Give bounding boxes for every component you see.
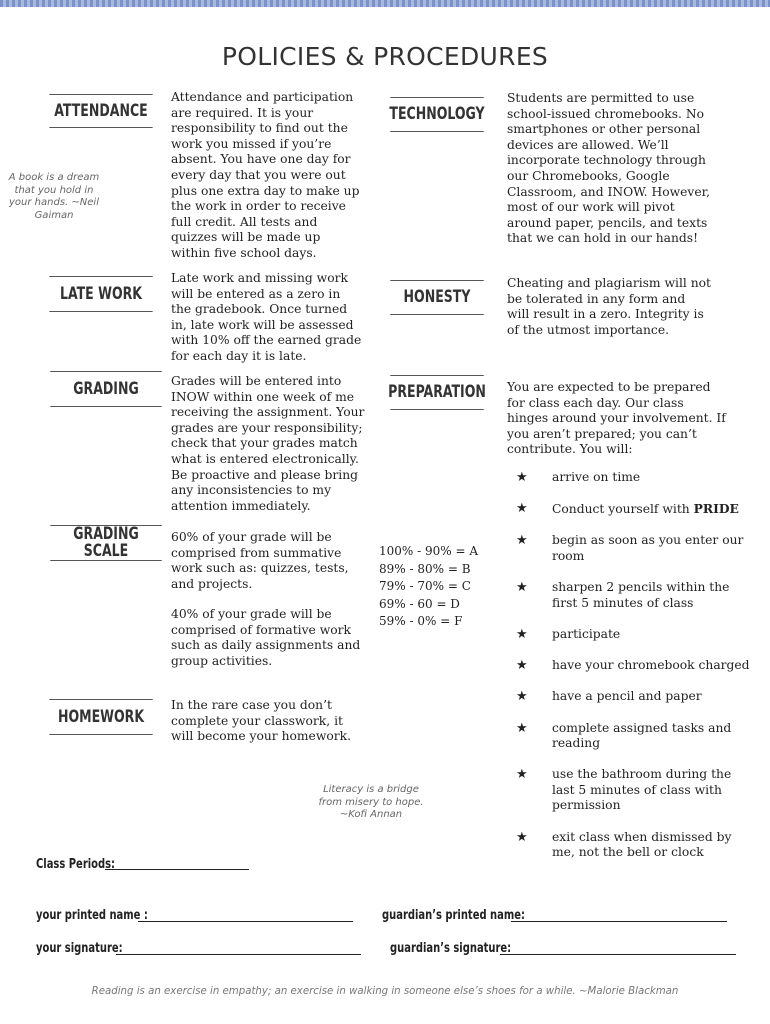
list-item xyxy=(516,627,756,643)
honesty-heading: HONESTY xyxy=(390,280,483,315)
grading-text: Grades will be entered into INOW within one week of me receiving the assignment. Your grades are your responsibility; check that your grades match what is entered electronically. Be proactive and please bring any inconsistencies to my attention immediately. xyxy=(171,374,365,513)
list-item xyxy=(516,533,756,564)
technology-text: Students are permitted to use school-issued chromebooks. No smartphones or other personal devices are allowed. We’ll incorporate technology through our Chromebooks, Google Classroom, and INOW. However, most of our work will pivot around paper, pencils, and texts that we can hold in our hands! xyxy=(507,91,711,246)
grading-formative-text: 40% of your grade will be comprised of formative work such as daily assignments and group activities. xyxy=(171,607,361,668)
list-item-text: have a pencil and paper xyxy=(552,689,702,704)
grade-b: 89% - 80% = B xyxy=(379,561,471,576)
guardian-signature-label: guardian’s signature: xyxy=(390,940,512,956)
homework-heading: HOMEWORK xyxy=(49,699,152,735)
class-periods-label: Class Periods: xyxy=(36,856,116,872)
footer-quote: Reading is an exercise in empathy; an exercise in walking in someone else’s shoes for a while. ~Malorie Blackman xyxy=(91,986,679,997)
list-item xyxy=(516,830,756,861)
guardian-signature-field[interactable] xyxy=(500,954,736,955)
grade-c: 79% - 70% = C xyxy=(379,579,471,593)
list-item-text: begin as soon as you enter our room xyxy=(552,533,744,563)
pride-word: PRIDE xyxy=(693,501,739,517)
attendance-heading: ATTENDANCE xyxy=(49,94,152,128)
list-item-text: exit class when dismissed by me, not the bell or clock xyxy=(552,829,732,860)
signature-label: your signature: xyxy=(36,940,123,956)
star-icon: ★ xyxy=(516,767,528,783)
list-item xyxy=(516,689,756,705)
grade-a: 100% - 90% = A xyxy=(379,544,479,558)
list-item-text: use the bathroom during the last 5 minutes of class with permission xyxy=(552,767,732,813)
list-item-text: Conduct yourself with xyxy=(552,502,694,517)
star-icon: ★ xyxy=(516,626,528,642)
star-icon: ★ xyxy=(516,720,528,736)
list-item xyxy=(516,580,756,611)
printed-name-label: your printed name : xyxy=(36,907,148,923)
grading-scale-heading: GRADING SCALE xyxy=(50,525,162,561)
technology-heading: TECHNOLOGY xyxy=(390,97,483,132)
star-icon: ★ xyxy=(516,658,528,674)
list-item-text: have your chromebook charged xyxy=(552,658,750,673)
top-border xyxy=(0,0,770,7)
attendance-text: Attendance and participation are required. It is your responsibility to find out the work you missed if you’re absent. You have one day for every day that you were out plus one extra day to make up the work in order to receive full credit. All tests and quizzes will be made up within five school days. xyxy=(171,90,360,260)
late-work-heading: LATE WORK xyxy=(49,276,152,312)
late-work-text: Late work and missing work will be entered as a zero in the gradebook. Once turned in, late work will be assessed with 10% off the earned grade for each day it is late. xyxy=(171,271,362,363)
grading-scale-list xyxy=(379,543,478,631)
preparation-heading: PREPARATION xyxy=(390,375,483,410)
star-icon: ★ xyxy=(516,580,528,596)
page-title: POLICIES & PROCEDURES xyxy=(221,42,549,71)
guardian-printed-name-field[interactable] xyxy=(511,921,727,922)
list-item xyxy=(516,470,756,486)
gaiman-quote: A book is a dream that you hold in your hands. ~Neil Gaiman xyxy=(8,172,100,221)
annan-quote: Literacy is a bridge from misery to hope. ~Kofi Annan xyxy=(318,784,424,820)
list-item xyxy=(516,721,756,752)
grade-f: 59% - 0% = F xyxy=(379,614,463,628)
star-icon: ★ xyxy=(516,829,528,845)
list-item-text: sharpen 2 pencils within the first 5 minutes of class xyxy=(552,580,730,610)
star-icon: ★ xyxy=(516,501,528,517)
list-item xyxy=(516,767,756,814)
grading-heading: GRADING xyxy=(50,371,162,407)
class-periods-field[interactable] xyxy=(105,869,249,870)
list-item xyxy=(516,658,756,674)
star-icon: ★ xyxy=(516,689,528,705)
grade-d: 69% - 60 = D xyxy=(379,596,460,611)
preparation-text: You are expected to be prepared for class each day. Our class hinges around your involvement. If you aren’t prepared; you can’t contribute. You will: xyxy=(507,380,726,457)
star-icon: ★ xyxy=(516,470,528,485)
list-item-text: participate xyxy=(552,626,621,641)
star-icon: ★ xyxy=(516,533,528,549)
list-item-text: complete assigned tasks and reading xyxy=(552,720,732,751)
list-item-text: arrive on time xyxy=(552,470,641,484)
grading-summative-text: 60% of your grade will be comprised from summative work such as: quizzes, tests, and projects. xyxy=(171,530,349,591)
signature-field[interactable] xyxy=(116,954,361,955)
preparation-list xyxy=(516,470,756,861)
homework-text: In the rare case you don’t complete your classwork, it will become your homework. xyxy=(171,698,352,744)
printed-name-field[interactable] xyxy=(138,921,353,922)
guardian-printed-name-label: guardian’s printed name: xyxy=(382,907,525,923)
list-item xyxy=(516,501,756,518)
honesty-text: Cheating and plagiarism will not be tolerated in any form and will result in a zero. Integrity is of the utmost importance. xyxy=(507,276,712,337)
